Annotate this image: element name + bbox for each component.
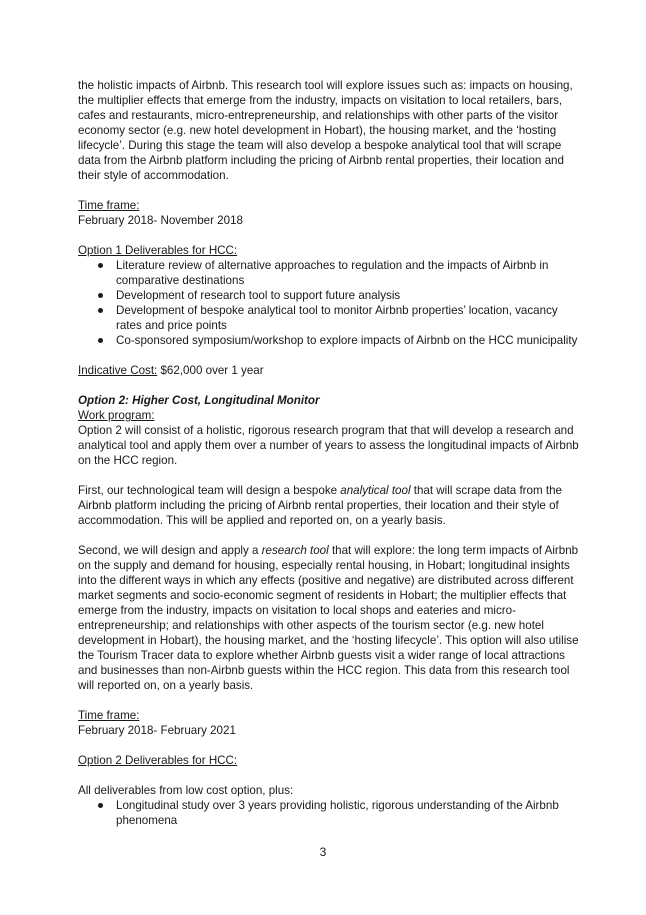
option2-deliverables-heading: Option 2 Deliverables for HCC: [78, 754, 238, 767]
paragraph-text: that will explore: the long term impacts of Airbnb on the supply and demand for housing, especially rental housing, in Hobart; longitudinal insights into the different ways in which any effects (positive and negative) are distributed across different market segments and socio-economic segment of residents in Hobart; the multiplier effects that emerge from the industry, impacts on visitation to local shops and eateries and micro-entrepreneurship; and relationships with other aspects of the tourism sector (e.g. new hotel development in Hobart), the housing market, and the ‘hosting lifecycle’. This option will also utilise the Tourism Tracer data to explore whether Airbnb guests visit a wider range of local attractions and businesses than non-Airbnb guests within the HCC region. This data from this research tool will reported on, on a yearly basis. [78, 544, 579, 692]
option1-deliverables-list [78, 258, 586, 348]
option2-paragraph-3 [78, 543, 586, 693]
option2-paragraph-2 [78, 483, 586, 528]
emphasis-analytical-tool: analytical tool [340, 484, 411, 497]
paragraph-text: that will scrape data from the Airbnb platform including the pricing of Airbnb rental properties, their location and their style of accommodation. This will be applied and reported on, on a yearly basis. [78, 484, 562, 527]
option1-cost-value: $62,000 over 1 year [157, 364, 264, 377]
list-item: Co-sponsored symposium/workshop to explore impacts of Airbnb on the HCC municipality [78, 333, 586, 348]
option1-deliverables-heading: Option 1 Deliverables for HCC: [78, 244, 238, 257]
option2-deliverables-list [78, 798, 586, 828]
paragraph-text: Second, we will design and apply a [78, 544, 262, 557]
option1-cost [78, 363, 586, 378]
option2-title: Option 2: Higher Cost, Longitudinal Monitor [78, 394, 320, 407]
option2-timeframe-label: Time frame: [78, 709, 140, 722]
option2-all-deliverables-text: All deliverables from low cost option, plus: [78, 784, 294, 797]
list-item: Literature review of alternative approaches to regulation and the impacts of Airbnb in comparative destinations [78, 258, 586, 288]
option2-timeframe-value: February 2018- February 2021 [78, 724, 236, 737]
option1-cost-label: Indicative Cost: [78, 364, 158, 377]
list-item: Longitudinal study over 3 years providing holistic, rigorous understanding of the Airbnb phenomena [78, 798, 586, 828]
option1-timeframe-label: Time frame: [78, 199, 140, 212]
option2-paragraph-1: Option 2 will consist of a holistic, rigorous research program that that will develop a research and analytical tool and apply them over a number of years to assess the longitudinal impacts of Airbnb on the HCC region. [78, 424, 579, 467]
list-item: Development of bespoke analytical tool to monitor Airbnb properties’ location, vacancy rates and price points [78, 303, 586, 333]
intro-paragraph: the holistic impacts of Airbnb. This research tool will explore issues such as: impacts on housing, the multiplier effects that emerge from the industry, impacts on visitation to local retailers, bars, cafes and restaurants, micro-entrepreneurship, and relationships with other parts of the visitor economy sector (e.g. new hotel development in Hobart), the housing market, and the ‘hosting lifecycle’. During this stage the team will also develop a bespoke analytical tool that will scrape data from the Airbnb platform including the pricing of Airbnb rental properties, their location and their style of accommodation. [78, 79, 573, 182]
page-number: 3 [319, 845, 327, 859]
option1-timeframe-value: February 2018- November 2018 [78, 214, 243, 227]
option2-work-program-label: Work program: [78, 409, 155, 422]
emphasis-research-tool: research tool [261, 544, 329, 557]
paragraph-text: First, our technological team will design a bespoke [78, 484, 341, 497]
list-item: Development of research tool to support future analysis [78, 288, 586, 303]
